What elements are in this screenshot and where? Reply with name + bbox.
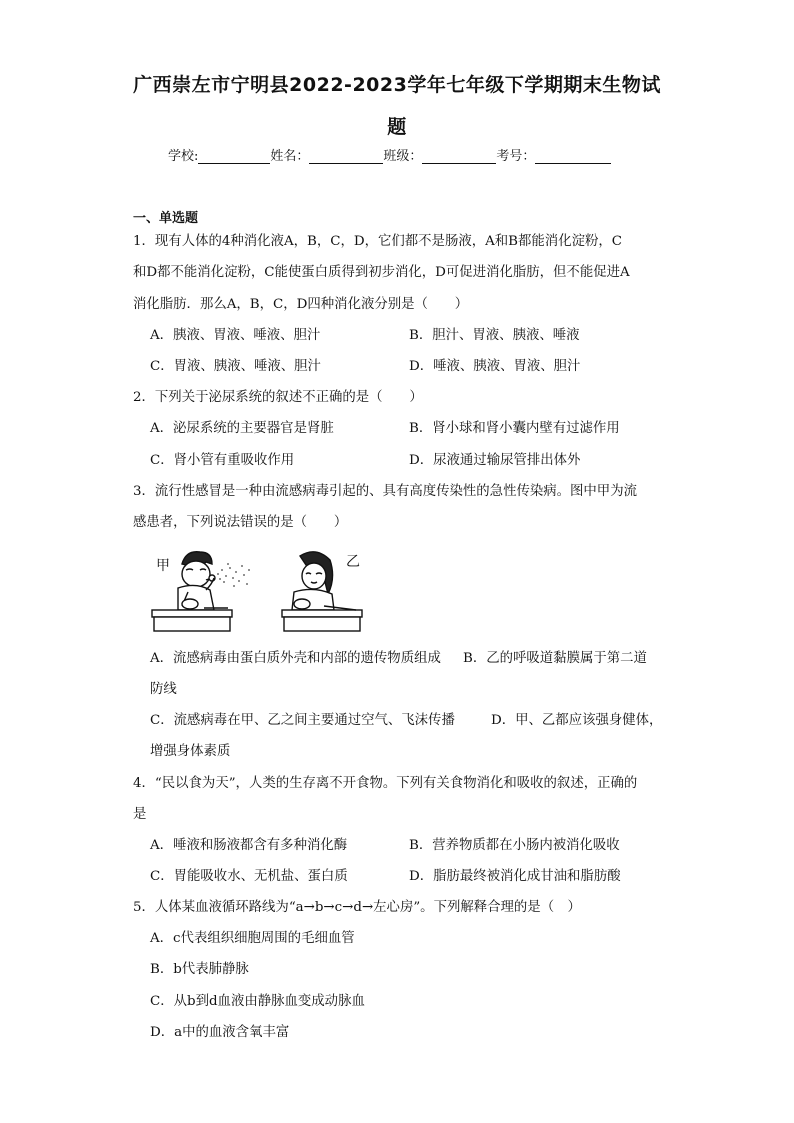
question-2-option-a[interactable]: A．泌尿系统的主要器官是肾脏	[150, 421, 334, 436]
question-3-option-b[interactable]: B．乙的呼吸道黏膜属于第二道	[463, 651, 647, 666]
exam-number-blank[interactable]	[535, 149, 611, 164]
question-1-option-a[interactable]: A．胰液、胃液、唾液、胆汁	[150, 328, 321, 343]
girl-figure	[292, 552, 334, 610]
exam-title-line-2: 题	[387, 116, 407, 138]
question-4-line-1: 4．“民以食为天”，人类的生存离不开食物。下列有关食物消化和吸收的叙述，正确的	[133, 776, 638, 791]
sneezing-boy-figure	[178, 552, 215, 610]
desk-right	[282, 606, 362, 631]
desk-left	[152, 608, 232, 631]
question-1-option-b[interactable]: B．胆汁、胃液、胰液、唾液	[409, 328, 580, 343]
question-5-line-1: 5．人体某血液循环路线为“a→b→c→d→左心房”。下列解释合理的是（ ）	[133, 900, 581, 915]
school-blank[interactable]	[198, 149, 270, 164]
student-info-row	[168, 145, 611, 164]
class-blank[interactable]	[422, 149, 496, 164]
question-2-line-1: 2．下列关于泌尿系统的叙述不正确的是（ ）	[133, 390, 423, 405]
name-label: 姓名：	[270, 149, 310, 164]
flu-patients-illustration	[148, 548, 378, 638]
question-5-option-a[interactable]: A．c代表组织细胞周围的毛细血管	[150, 931, 355, 946]
question-2-option-b[interactable]: B．肾小球和肾小囊内壁有过滤作用	[409, 421, 620, 436]
question-3-option-a[interactable]: A．流感病毒由蛋白质外壳和内部的遗传物质组成	[150, 651, 441, 666]
question-1-option-c[interactable]: C．胃液、胰液、唾液、胆汁	[150, 359, 321, 374]
question-4-option-b[interactable]: B．营养物质都在小肠内被消化吸收	[409, 838, 620, 853]
name-blank[interactable]	[309, 149, 383, 164]
question-3-option-b-continued: 防线	[150, 682, 177, 697]
figure-label-yi: 乙	[346, 554, 360, 570]
class-label: 班级：	[383, 149, 423, 164]
question-2-option-d[interactable]: D．尿液通过输尿管排出体外	[409, 453, 581, 468]
question-4-option-a[interactable]: A．唾液和肠液都含有多种消化酶	[150, 838, 348, 853]
exam-title-line-1: 广西崇左市宁明县2022-2023学年七年级下学期期末生物试	[133, 74, 661, 96]
section-heading: 一、单选题	[133, 211, 199, 226]
question-1-line-3: 消化脂肪．那么A，B，C，D四种消化液分别是（ ）	[133, 297, 469, 312]
question-3-option-d[interactable]: D．甲、乙都应该强身健体，	[491, 713, 663, 728]
question-1-line-2: 和D都不能消化淀粉，C能使蛋白质得到初步消化，D可促进消化脂肪，但不能促进A	[133, 265, 630, 280]
question-5-option-d[interactable]: D．a中的血液含氧丰富	[150, 1025, 290, 1040]
school-label: 学校:	[168, 149, 199, 164]
question-4-line-2: 是	[133, 807, 147, 822]
question-5-option-b[interactable]: B．b代表肺静脉	[150, 962, 249, 977]
question-3-option-d-continued: 增强身体素质	[150, 744, 231, 759]
question-2-option-c[interactable]: C．肾小管有重吸收作用	[150, 453, 295, 468]
question-4-option-d[interactable]: D．脂肪最终被消化成甘油和脂肪酸	[409, 869, 621, 884]
question-1-option-d[interactable]: D．唾液、胰液、胃液、胆汁	[409, 359, 581, 374]
question-5-option-c[interactable]: C．从b到d血液由静脉血变成动脉血	[150, 994, 365, 1009]
question-3-line-2: 感患者，下列说法错误的是（ ）	[133, 515, 348, 530]
question-4-option-c[interactable]: C．胃能吸收水、无机盐、蛋白质	[150, 869, 348, 884]
sneeze-droplets	[217, 563, 250, 587]
question-1-line-1: 1．现有人体的4种消化液A，B，C，D，它们都不是肠液，A和B都能消化淀粉，C	[133, 234, 623, 249]
figure-label-jia: 甲	[156, 558, 170, 574]
question-3-line-1: 3．流行性感冒是一种由流感病毒引起的、具有高度传染性的急性传染病。图中甲为流	[133, 484, 637, 499]
question-3-option-c[interactable]: C．流感病毒在甲、乙之间主要通过空气、飞沫传播	[150, 713, 455, 728]
exam-number-label: 考号：	[496, 149, 536, 164]
